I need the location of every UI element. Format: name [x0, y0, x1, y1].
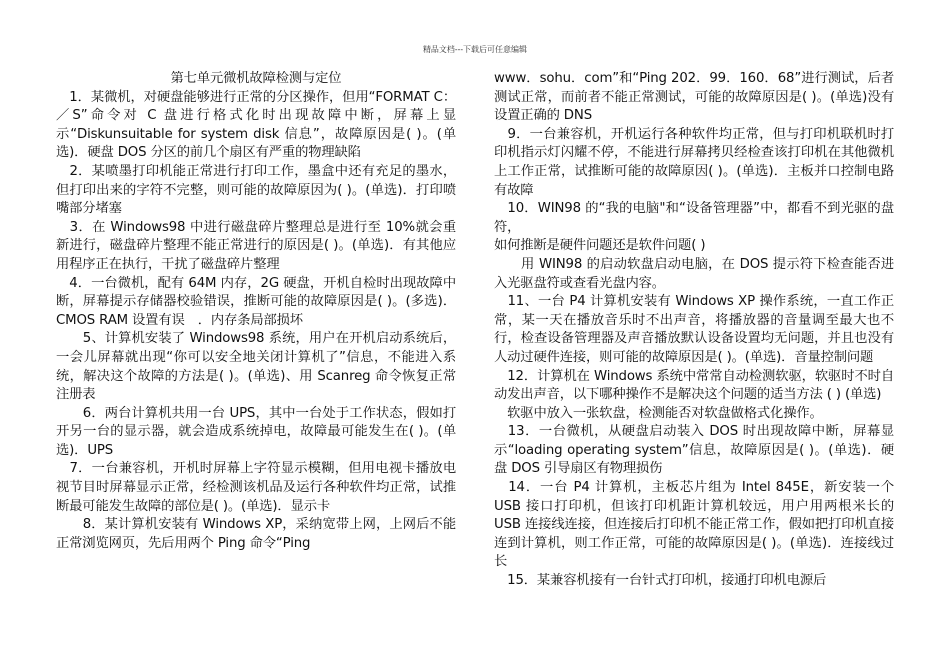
left-column — [56, 70, 456, 553]
question-paragraph: www．sohu．com”和“Ping 202．99．160．68”进行测试，后者测试正常，而前者不能正常测试，可能的故障原因是( )。(单选)没有设置正确的 DNS — [494, 71, 894, 124]
question-paragraph: 软驱中放入一张软盘，检测能否对软盘做格式化操作。 — [494, 405, 823, 421]
question-paragraph: 2．某喷墨打印机能正常进行打印工作，墨盒中还有充足的墨水，但打印出来的字符不完整，则可能的故障原因为( )。(单选)．打印喷嘴部分堵塞 — [56, 163, 456, 217]
question-paragraph: 11、一台 P4 计算机安装有 Windows XP 操作系统，一直工作正常，某一天在播放音乐时不出声音，将播放器的音量调至最大也不行，检查设备管理器及声音播放默认设备设置均无问题，并且也没有人动过硬件连接，则可能的故障原因是( )。(单选)．音量控制问题 — [494, 294, 894, 365]
question-paragraph: 10．WIN98 的“我的电脑"和“设备管理器”中，都看不到光驱的盘符， — [494, 201, 894, 235]
question-paragraph: 7．一台兼容机，开机时屏幕上字符显示模糊，但用电视卡播放电视节目时屏幕显示正常，经检测该机品及运行各种软件均正常，试推断最可能发生故障的部位是( )。(单选)．显示卡 — [56, 461, 456, 514]
right-column — [494, 70, 894, 591]
question-paragraph: 15．某兼容机接有一台针式打印机，接通打印机电源后 — [494, 573, 827, 589]
question-paragraph: 如何推断是硬件问题还是软件问题( ) — [494, 238, 706, 254]
question-paragraph: 6．两台计算机共用一台 UPS，其中一台处于工作状态，假如打开另一台的显示器，就会造成系统掉电，故障最可能发生在( )。(单选)．UPS — [56, 405, 456, 458]
question-paragraph: 14．一台 P4 计算机，主板芯片组为 Intel 845E，新安装一个 USB 接口打印机，但该打印机距计算机较远，用户用两根米长的 USB 连接线连接，但连接后打印机不能正常工作，假如把打印机直接连到计算机，则工作正常，可能的故障原因是( )。(单选)．连接线过长 — [494, 480, 894, 570]
question-paragraph: 9．一台兼容机，开机运行各种软件均正常，但与打印机联机时打印机指示灯闪耀不停，不能进行屏幕拷贝经检查该打印机在其他微机上工作正常，试推断可能的故障原因( )。(单选)．主板并口控制电路有故障 — [494, 126, 894, 198]
document-title: 第七单元微机故障检测与定位 — [170, 71, 342, 86]
question-paragraph: 5、计算机安装了 Windows98 系统，用户在开机启动系统后，一会儿屏幕就出现“你可以安全地关闭计算机了”信息，不能进入系统，解决这个故障的方法是( )。(单选)、用 Scanreg 命令恢复正常注册表 — [56, 331, 456, 403]
question-paragraph: 13．一台微机，从硬盘启动装入 DOS 时出现故障中断，屏幕显示“loading operating system”信息，故障原因是( )。(单选)．硬盘 DOS 引导扇区有物理损伤 — [494, 424, 894, 477]
question-paragraph: 4．一台微机，配有 64M 内存，2G 硬盘，开机自检时出现故障中断，屏幕提示存储器校验错误，推断可能的故障原因是( )。(多选)．CMOS RAM 设置有误 ．内存条局部损坏 — [56, 275, 456, 328]
question-paragraph: 8．某计算机安装有 Windows XP，采纳宽带上网，上网后不能正常浏览网页，先后用两个 Ping 命令“Ping — [56, 517, 456, 551]
page-header: 精品文档---下载后可任意编辑 — [422, 45, 528, 54]
question-paragraph: 用 WIN98 的启动软盘启动电脑，在 DOS 提示符下检查能否进入光驱盘符或查看光盘内容。 — [494, 256, 894, 291]
question-paragraph: 3．在 Windows98 中进行磁盘碎片整理总是进行至 10%就会重新进行，磁盘碎片整理不能正常进行的原因是( )。(单选)．有其他应用程序正在执行，干扰了磁盘碎片整理 — [56, 219, 456, 272]
question-paragraph: 12．计算机在 Windows 系统中常常自动检测软驱，软驱时不时自动发出声音，以下哪种操作不是解决这个问题的适当方法 ( ) (单选) — [494, 368, 894, 403]
question-paragraph: 1．某微机，对硬盘能够进行正常的分区操作，但用“FORMAT C：／S”命令对 C 盘进行格式化时出现故障中断，屏幕上显示“Diskunsuitable for system disk 信息”，故障原因是( )。(单选)．硬盘 DOS 分区的前几个扇区有严重的物理缺陷 — [56, 89, 456, 161]
